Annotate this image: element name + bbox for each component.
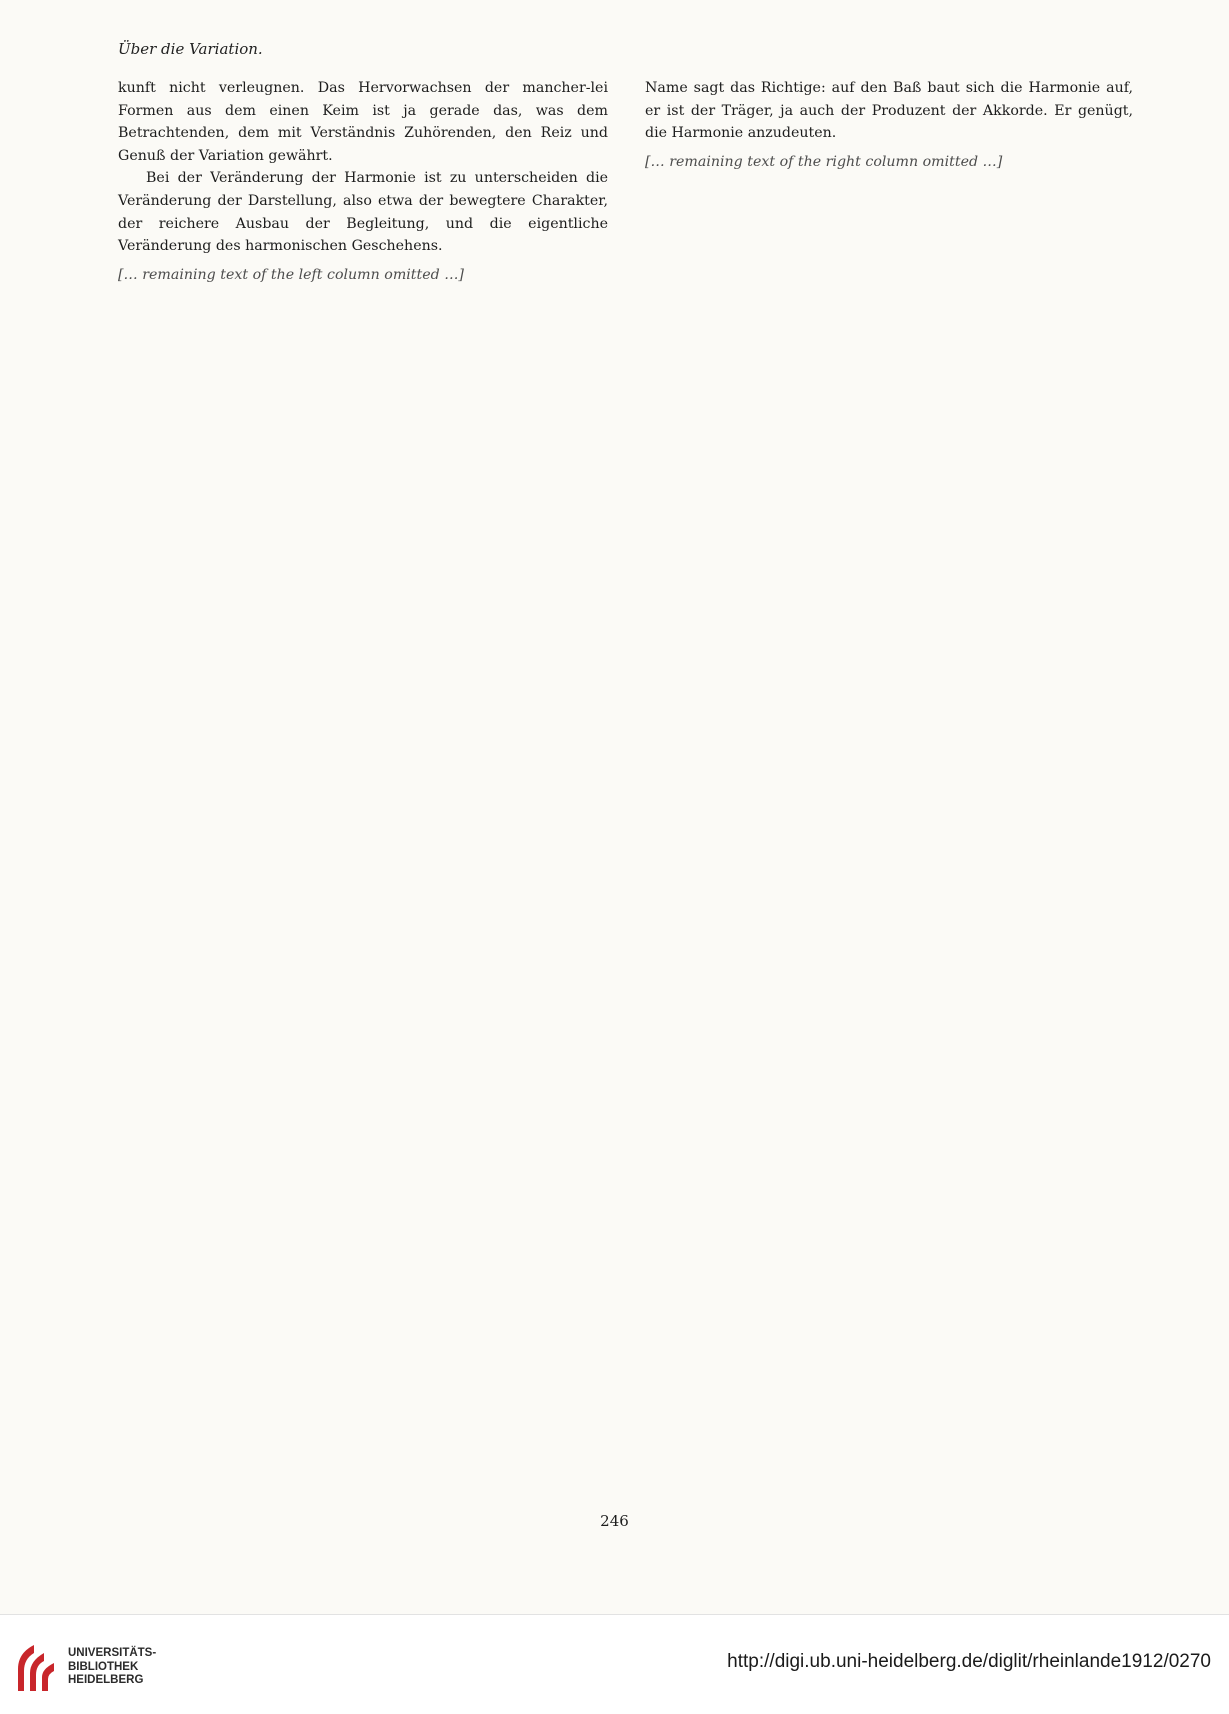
source-url-link[interactable]: http://digi.ub.uni-heidelberg.de/diglit/rheinlande1912/0270	[727, 1651, 1211, 1672]
paragraph: Name sagt das Richtige: auf den Baß baut sich die Harmonie auf, er ist der Träger, ja auch der Produzent der Akkorde. Er genügt, die Harmonie anzudeuten.	[645, 80, 1133, 142]
library-name-line: BIBLIOTHEK	[68, 1660, 139, 1673]
omitted-text-note: [… remaining text of the right column omitted …]	[645, 153, 1003, 170]
library-name-line: HEIDELBERG	[68, 1674, 144, 1686]
running-head: Über die Variation.	[118, 40, 263, 58]
text-column-left	[118, 77, 608, 292]
text-column-right	[645, 77, 1133, 179]
page-number: 246	[600, 1512, 629, 1530]
library-name-line: UNIVERSITÄTS-	[68, 1647, 157, 1659]
paragraph: Bei der Veränderung der Harmonie ist zu unterscheiden die Veränderung der Darstellung, also etwa der bewegtere Charakter, der reichere Ausbau der Begleitung, und die eigentliche Veränderung des harmonischen Geschehens.	[118, 170, 608, 255]
omitted-text-note: [… remaining text of the left column omitted …]	[118, 266, 464, 283]
heidelberg-library-logo-icon	[14, 1639, 58, 1695]
footer-bar	[0, 1614, 1229, 1714]
paragraph: kunft nicht verleugnen. Das Hervorwachsen der mancher-lei Formen aus dem einen Keim ist ja gerade das, was dem Betrachtenden, dem mit Verständnis Zuhörenden, den Reiz und Genuß der Variation gewährt.	[118, 80, 608, 164]
library-name	[68, 1647, 156, 1688]
